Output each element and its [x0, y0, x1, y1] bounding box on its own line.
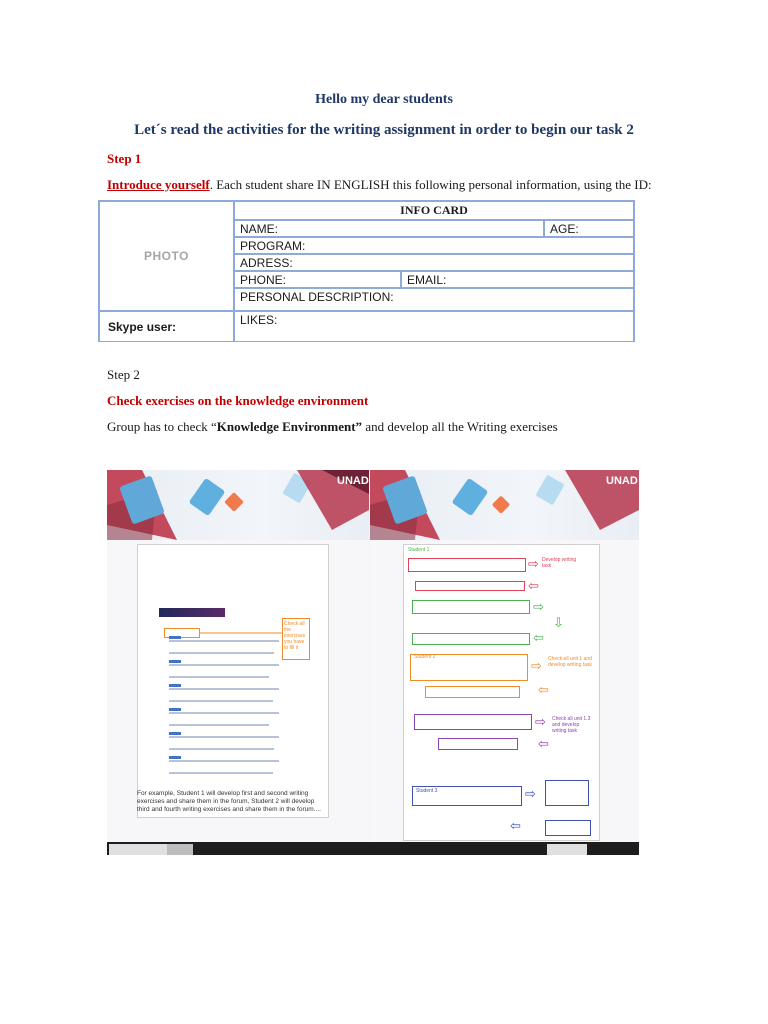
purple-note: Check all unit 1.3 and develop writing task — [552, 716, 591, 734]
taskbar-tab-2 — [137, 844, 169, 855]
purple-box-2 — [438, 738, 518, 750]
right-arrow-icon-purple: ⇨ — [535, 715, 546, 730]
blue-box-3 — [545, 820, 591, 836]
page-heading: Hello my dear students — [315, 92, 453, 107]
example-instructions: For example, Student 1 will develop first and second writing exercises and share them in the forum, Student 2 will develop third and fourth writing exercises and share them in the forum.... — [137, 790, 321, 813]
photo-placeholder: PHOTO — [99, 201, 234, 311]
blue-box-1 — [412, 786, 522, 806]
step2-text-after: and develop all the Writing exercises — [362, 419, 558, 434]
right-arrow-icon-blue: ⇨ — [525, 787, 536, 802]
step2-text-before: Group has to check “ — [107, 419, 217, 434]
red-note: Develop writing task — [542, 557, 577, 569]
down-arrow-icon-green: ⇩ — [553, 616, 564, 631]
right-screenshot-panel — [370, 470, 639, 842]
blue-box-2 — [545, 780, 589, 806]
program-field: PROGRAM: — [234, 237, 634, 254]
orange-note: Check all unit 1 and develop writing task — [548, 656, 592, 668]
red-box-1 — [408, 558, 526, 572]
likes-field: LIKES: — [234, 311, 634, 342]
personal-description-field: PERSONAL DESCRIPTION: — [234, 288, 634, 311]
introduce-yourself-link[interactable]: Introduce yourself — [107, 177, 210, 192]
student2-label: Student 2 — [414, 654, 436, 660]
info-card-title: INFO CARD — [234, 201, 634, 220]
taskbar-tab-1 — [109, 844, 139, 855]
step1-instruction-text: . Each student share IN ENGLISH this following personal information, using the ID: — [209, 177, 652, 192]
left-arrow-icon-blue: ⇦ — [510, 819, 521, 834]
info-card-table — [98, 200, 635, 342]
svg-text:UNAD: UNAD — [337, 475, 369, 487]
left-arrow-icon-orange: ⇦ — [538, 683, 549, 698]
skype-user-label: Skype user: — [99, 311, 234, 342]
address-field: ADRESS: — [234, 254, 634, 271]
red-box-2 — [415, 581, 525, 591]
page-subheading: Let´s read the activities for the writing assignment in order to begin our task 2 — [134, 122, 634, 138]
left-screenshot-panel — [107, 470, 369, 842]
taskbar-tray-2 — [567, 844, 587, 855]
green-box-2 — [412, 633, 530, 645]
orange-box-2 — [425, 686, 520, 698]
document-lines — [107, 470, 369, 842]
student3-label: Student 3 — [416, 788, 438, 794]
knowledge-environment-emphasis: Knowledge Environment” — [216, 419, 363, 434]
purple-box-1 — [414, 714, 532, 730]
step2-instructions — [107, 419, 558, 435]
step2-label: Step 2 — [107, 367, 140, 382]
age-field: AGE: — [544, 220, 634, 237]
green-box-1 — [412, 600, 530, 614]
left-arrow-icon-green: ⇦ — [533, 631, 544, 646]
taskbar — [107, 842, 639, 855]
right-arrow-icon: ⇨ — [528, 557, 539, 572]
orange-box-1 — [410, 654, 528, 681]
knowledge-environment-screenshot — [107, 470, 639, 855]
student1-label: Student 1 — [408, 547, 430, 553]
step2-heading: Check exercises on the knowledge environment — [107, 393, 369, 408]
step1-instructions — [107, 177, 652, 193]
taskbar-tray-1 — [547, 844, 567, 855]
taskbar-tab-4 — [179, 844, 193, 855]
left-arrow-icon-purple: ⇦ — [538, 737, 549, 752]
right-arrow-icon-orange: ⇨ — [531, 659, 542, 674]
email-field: EMAIL: — [401, 271, 634, 288]
name-field: NAME: — [234, 220, 544, 237]
left-note-text: Check all the exercises you have to fill it — [284, 621, 306, 651]
left-arrow-icon: ⇦ — [528, 579, 539, 594]
step1-label: Step 1 — [107, 151, 142, 166]
right-arrow-icon-green: ⇨ — [533, 600, 544, 615]
phone-field: PHONE: — [234, 271, 401, 288]
svg-text:UNAD: UNAD — [606, 475, 638, 487]
